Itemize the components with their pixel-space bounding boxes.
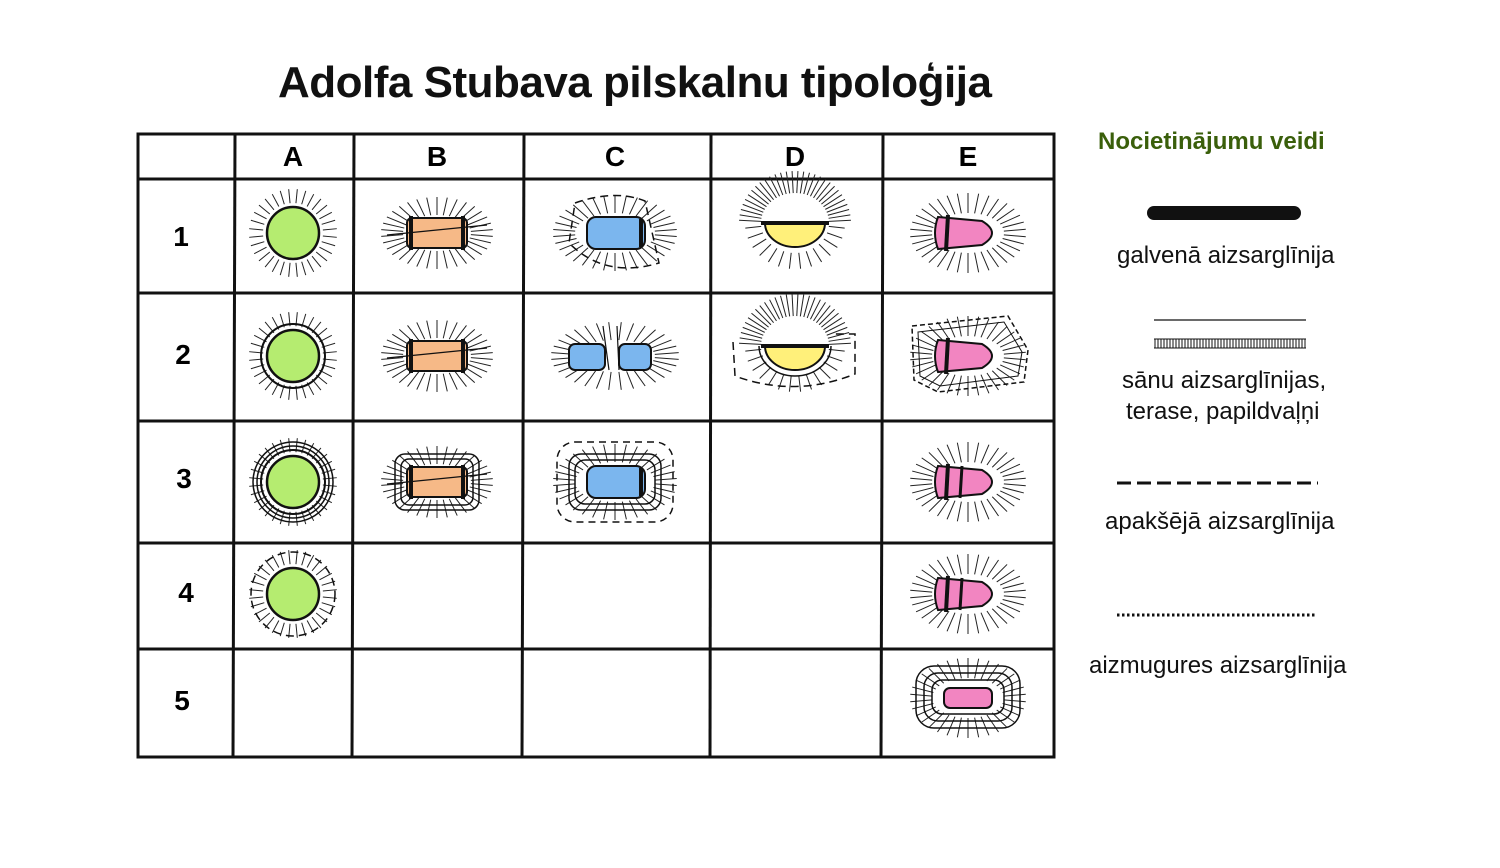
site-glyph-b2 bbox=[381, 320, 493, 392]
column-header-c: C bbox=[604, 141, 626, 172]
site-glyph-e1 bbox=[910, 193, 1026, 273]
site-glyph-d2 bbox=[733, 294, 855, 392]
row-label-1: 1 bbox=[173, 221, 189, 252]
legend-label-lower: apakšējā aizsarglīnija bbox=[1105, 508, 1335, 535]
legend-side-line-symbol bbox=[1154, 320, 1306, 348]
legend-label-main: galvenā aizsarglīnija bbox=[1117, 242, 1335, 269]
site-glyph-a1 bbox=[249, 189, 337, 277]
column-header-a: A bbox=[282, 141, 304, 172]
site-glyph-a4 bbox=[249, 550, 337, 638]
column-header-d: D bbox=[784, 141, 806, 172]
row-label-4: 4 bbox=[178, 577, 194, 608]
site-glyph-e5 bbox=[910, 658, 1026, 738]
site-glyph-c2 bbox=[551, 322, 678, 390]
site-glyph-b1 bbox=[381, 197, 493, 269]
site-glyph-b3 bbox=[381, 446, 493, 518]
row-label-2: 2 bbox=[175, 339, 191, 370]
page-title: Adolfa Stubava pilskalnu tipoloģija bbox=[278, 58, 992, 107]
legend-label-side-2: terase, papildvaļņi bbox=[1126, 398, 1320, 425]
site-glyph-e3 bbox=[910, 442, 1026, 522]
column-header-b: B bbox=[426, 141, 448, 172]
site-glyph-c1 bbox=[553, 195, 676, 271]
site-glyph-d1 bbox=[739, 171, 851, 269]
row-label-3: 3 bbox=[176, 463, 192, 494]
column-header-e: E bbox=[958, 141, 978, 172]
legend-title: Nocietinājumu veidi bbox=[1098, 128, 1325, 155]
site-glyph-a2 bbox=[249, 312, 337, 400]
legend-label-side-1: sānu aizsarglīnijas, bbox=[1122, 367, 1327, 394]
site-glyph-e2 bbox=[910, 316, 1028, 396]
row-label-5: 5 bbox=[174, 685, 190, 716]
legend-label-rear: aizmugures aizsarglīnija bbox=[1089, 652, 1347, 679]
site-glyph-e4 bbox=[910, 554, 1026, 634]
site-glyph-a3 bbox=[249, 438, 337, 526]
site-glyph-c3 bbox=[553, 442, 676, 522]
